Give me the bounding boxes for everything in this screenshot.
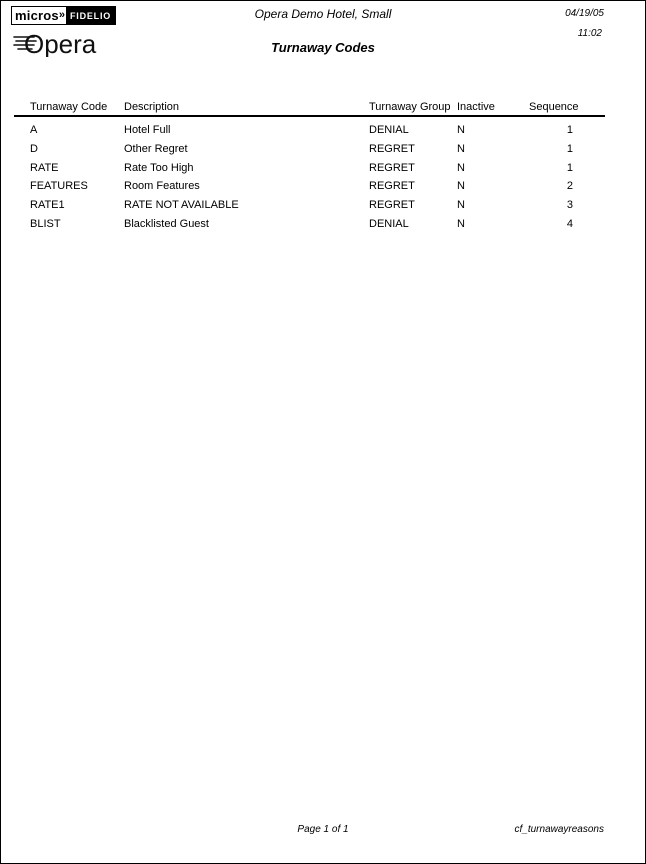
table-row [1, 196, 645, 215]
chevron-right-icon: » [59, 7, 66, 24]
table-header-row [1, 101, 646, 113]
micros-logo-text: micros [12, 7, 59, 24]
table-row [1, 140, 645, 159]
cell-description: Room Features [124, 180, 200, 193]
table-row [1, 159, 645, 178]
cell-turnaway-code: BLIST [30, 217, 61, 230]
cell-sequence: 1 [566, 124, 573, 136]
cell-turnaway-code: RATE1 [30, 199, 65, 212]
cell-inactive: N [457, 180, 465, 193]
hotel-title: Opera Demo Hotel, Small [254, 7, 392, 21]
page-title: Turnaway Codes [271, 40, 375, 55]
cell-turnaway-group: REGRET [369, 142, 415, 155]
cell-turnaway-code: D [30, 142, 38, 155]
cell-turnaway-code: RATE [30, 161, 59, 174]
page-indicator: Page 1 of 1 [297, 824, 349, 835]
col-header-turnaway-group: Turnaway Group [369, 101, 451, 113]
report-id: cf_turnawayreasons [514, 824, 604, 835]
col-header-turnaway-code: Turnaway Code [30, 101, 108, 113]
cell-description: RATE NOT AVAILABLE [124, 199, 239, 212]
cell-sequence: 2 [566, 180, 573, 193]
cell-sequence: 3 [566, 199, 573, 212]
col-header-description: Description [124, 101, 180, 113]
table-row [1, 121, 645, 140]
col-header-inactive: Inactive [457, 101, 495, 113]
cell-turnaway-code: A [30, 124, 38, 136]
cell-sequence: 1 [566, 161, 573, 174]
cell-turnaway-group: DENIAL [369, 217, 409, 230]
table-body [1, 121, 645, 234]
cell-turnaway-group: REGRET [369, 199, 415, 212]
cell-inactive: N [457, 124, 465, 136]
cell-description: Rate Too High [124, 161, 194, 174]
fidelio-logo-text: FIDELIO [66, 7, 115, 24]
cell-inactive: N [457, 199, 465, 212]
cell-description: Blacklisted Guest [124, 217, 209, 230]
table-row [1, 215, 645, 234]
cell-turnaway-group: REGRET [369, 161, 415, 174]
table-header-divider [14, 115, 605, 117]
cell-inactive: N [457, 142, 465, 155]
col-header-sequence: Sequence [529, 101, 579, 113]
report-time: 11:02 [577, 28, 602, 39]
cell-turnaway-group: DENIAL [369, 124, 409, 136]
cell-turnaway-code: FEATURES [30, 180, 88, 193]
cell-sequence: 1 [566, 142, 573, 155]
cell-sequence: 4 [566, 217, 573, 230]
cell-inactive: N [457, 217, 465, 230]
cell-description: Hotel Full [124, 124, 171, 136]
table-row [1, 177, 645, 196]
report-date: 04/19/05 [565, 8, 604, 19]
cell-turnaway-group: REGRET [369, 180, 415, 193]
cell-description: Other Regret [124, 142, 188, 155]
svg-text:Opera: Opera [24, 29, 97, 57]
cell-inactive: N [457, 161, 465, 174]
